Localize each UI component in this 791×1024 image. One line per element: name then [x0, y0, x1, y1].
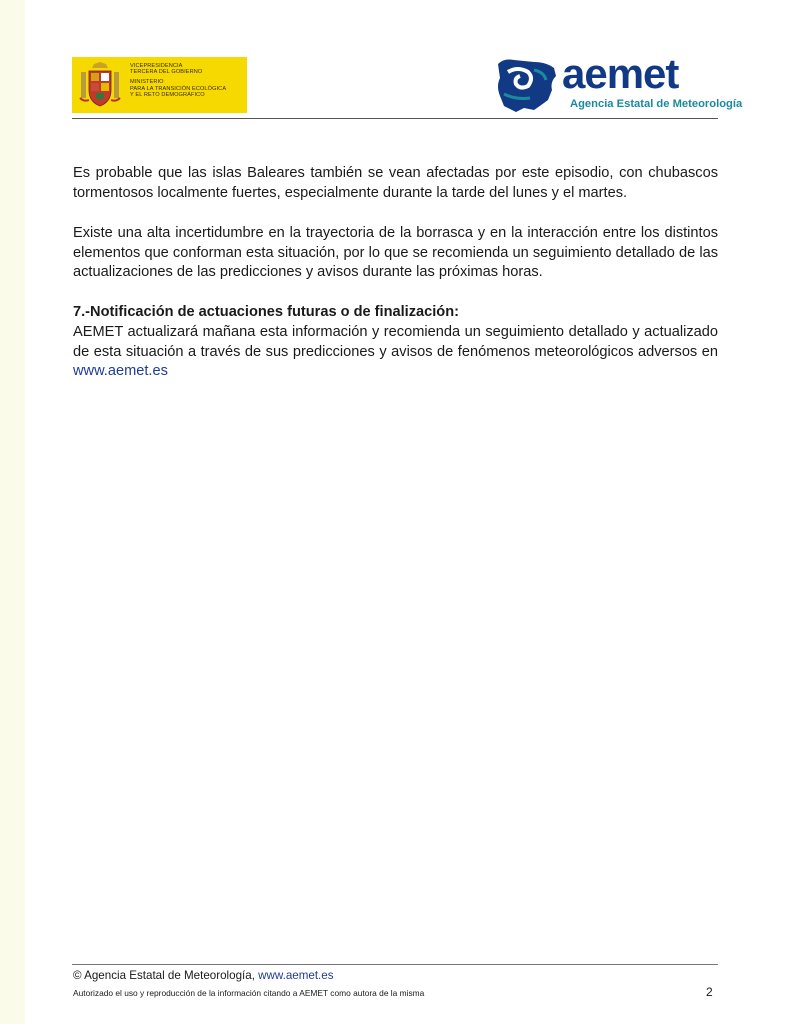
paragraph-actualizacion-text: AEMET actualizará mañana esta información y recomienda un seguimiento detallado y actualizado de esta situación a través de sus predicciones y avisos de fenómenos meteorológicos adversos en	[73, 324, 718, 360]
gov-line: Y EL RETO DEMOGRÁFICO	[130, 91, 205, 98]
gov-line: TERCERA DEL GOBIERNO	[130, 69, 203, 76]
page-number: 2	[706, 985, 713, 999]
aemet-subtitle: Agencia Estatal de Meteorología	[570, 98, 743, 110]
gov-line: VICEPRESIDENCIA	[130, 63, 183, 69]
government-logo	[72, 57, 247, 113]
header-divider	[72, 118, 718, 119]
footer-divider	[72, 964, 718, 965]
aemet-wordmark: aemet	[562, 50, 679, 97]
paragraph-actualizacion	[73, 323, 718, 382]
aemet-swirl-icon	[494, 56, 560, 113]
footer-copyright-text: © Agencia Estatal de Meteorología,	[73, 969, 259, 982]
aemet-website-link[interactable]: www.aemet.es	[73, 363, 168, 379]
page-margin-strip	[0, 0, 25, 1024]
coat-of-arms-icon	[78, 62, 122, 108]
section-heading-7: 7.-Notificación de actuaciones futuras o de finalización:	[73, 304, 459, 320]
gov-line: PARA LA TRANSICIÓN ECOLÓGICA	[130, 85, 227, 92]
gov-line: MINISTERIO	[130, 79, 164, 86]
paragraph-incertidumbre: Existe una alta incertidumbre en la trayectoria de la borrasca y en la interacción entre los distintos elementos que conforman esta situación, por lo que se recomienda un seguimiento detallado de las actualizaciones de las predicciones y avisos durante las próximas horas.	[73, 225, 718, 280]
paragraph-baleares: Es probable que las islas Baleares también se vean afectadas por este episodio, con chubascos tormentosos localmente fuertes, especialmente durante la tarde del lunes y el martes.	[73, 165, 718, 201]
footer-usage-note: Autorizado el uso y reproducción de la información citando a AEMET como autora de la misma	[73, 988, 425, 998]
aemet-logo	[494, 50, 743, 114]
footer-copyright	[73, 969, 334, 983]
footer-website-link[interactable]: www.aemet.es	[258, 969, 334, 982]
government-logo-text	[130, 63, 246, 98]
